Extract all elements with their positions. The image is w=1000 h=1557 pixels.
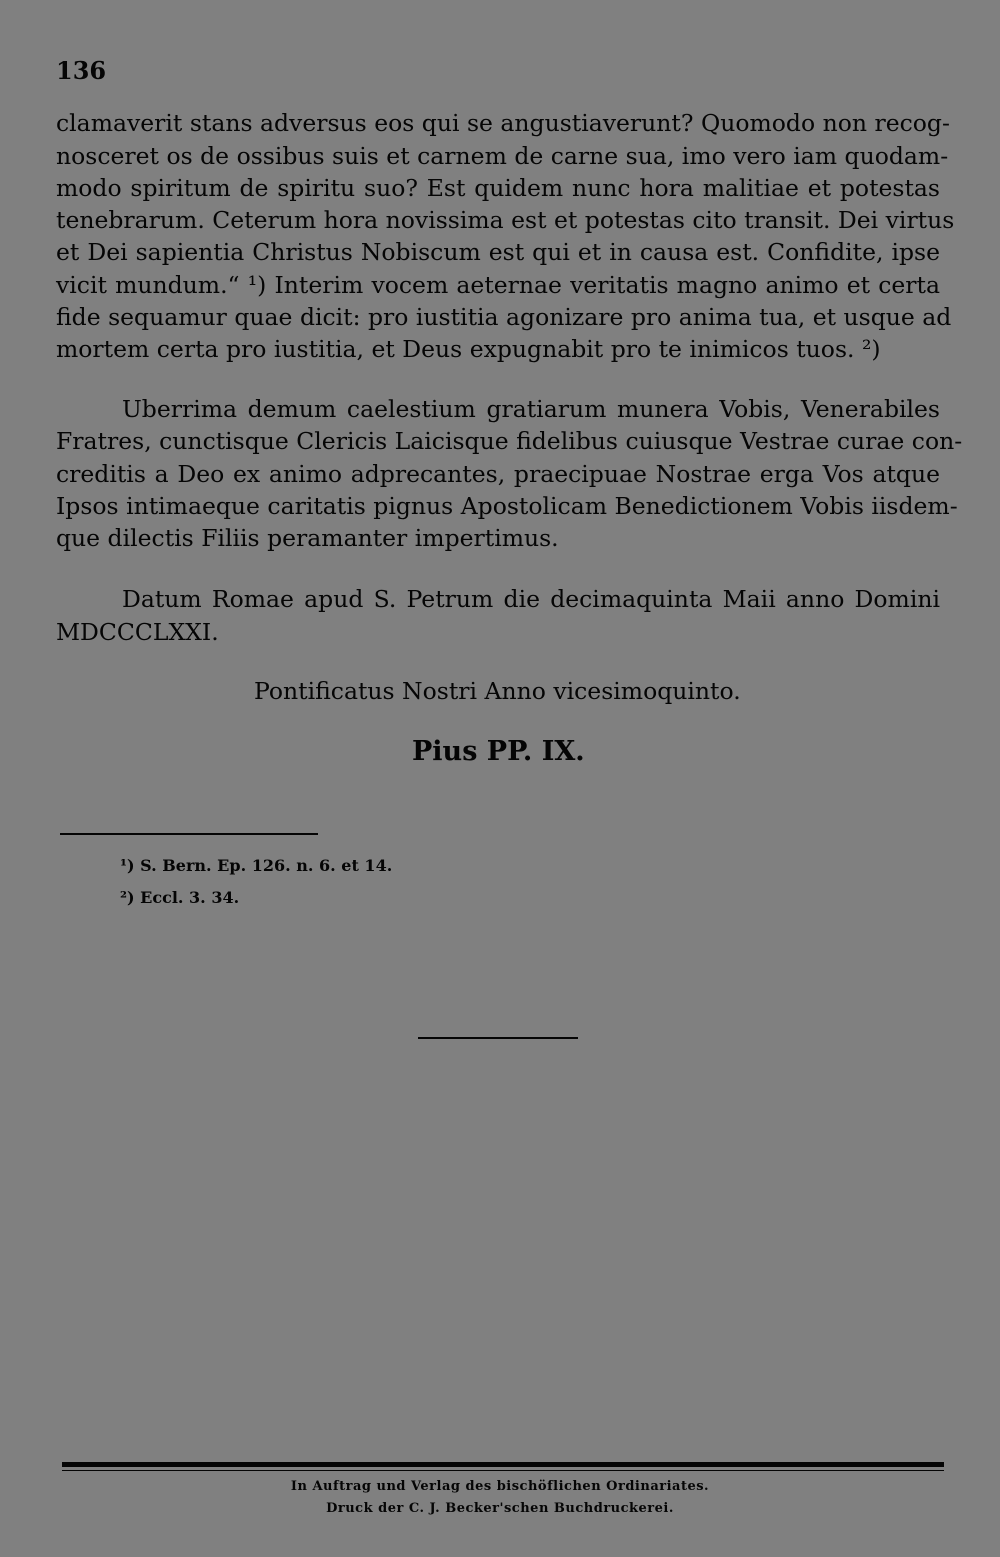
signature: Pius PP. IX. <box>412 736 585 767</box>
imprint-line-2: Druck der C. J. Becker'schen Buchdruckerei. <box>326 1501 674 1516</box>
page-number: 136 <box>56 56 107 85</box>
text-line: et Dei sapientia Christus Nobiscum est qui et in causa est. Confidite, ipse <box>56 238 940 266</box>
text-line: Fratres, cunctisque Clericis Laicisque fidelibus cuiusque Vestrae curae con- <box>56 427 963 455</box>
text-line: tenebrarum. Ceterum hora novissima est et potestas cito transit. Dei virtus <box>56 206 955 234</box>
end-rule <box>418 1037 578 1039</box>
text-line: Datum Romae apud S. Petrum die decimaquinta Maii anno Domini <box>122 585 940 613</box>
text-line: fide sequamur quae dicit: pro iustitia agonizare pro anima tua, et usque ad <box>56 303 952 331</box>
text-line: modo spiritum de spiritu suo? Est quidem nunc hora malitiae et potestas <box>56 174 940 202</box>
text-line: que dilectis Filiis peramanter impertimus. <box>56 524 559 552</box>
text-line: MDCCCLXXI. <box>56 618 219 646</box>
text-line: vicit mundum.“ ¹) Interim vocem aeternae veritatis magno animo et certa <box>56 271 940 299</box>
text-line: clamaverit stans adversus eos qui se angustiaverunt? Quomodo non recog- <box>56 109 950 137</box>
pontificate-line: Pontificatus Nostri Anno vicesimoquinto. <box>254 677 741 705</box>
imprint-line-1: In Auftrag und Verlag des bischöflichen Ordinariates. <box>290 1479 710 1494</box>
text-line: Uberrima demum caelestium gratiarum munera Vobis, Venerabiles <box>122 395 940 423</box>
text-line: creditis a Deo ex animo adprecantes, praecipuae Nostrae erga Vos atque <box>56 460 940 488</box>
text-line: Ipsos intimaeque caritatis pignus Apostolicam Benedictionem Vobis iisdem- <box>56 492 958 520</box>
footnote-2: ²) Eccl. 3. 34. <box>120 888 240 907</box>
imprint-rule-thin <box>62 1470 944 1471</box>
footnote-separator <box>60 833 318 835</box>
imprint-rule-thick <box>62 1462 944 1467</box>
text-line: mortem certa pro iustitia, et Deus expugnabit pro te inimicos tuos. ²) <box>56 335 881 363</box>
text-line: nosceret os de ossibus suis et carnem de carne sua, imo vero iam quodam- <box>56 142 949 170</box>
footnote-1: ¹) S. Bern. Ep. 126. n. 6. et 14. <box>120 856 393 875</box>
